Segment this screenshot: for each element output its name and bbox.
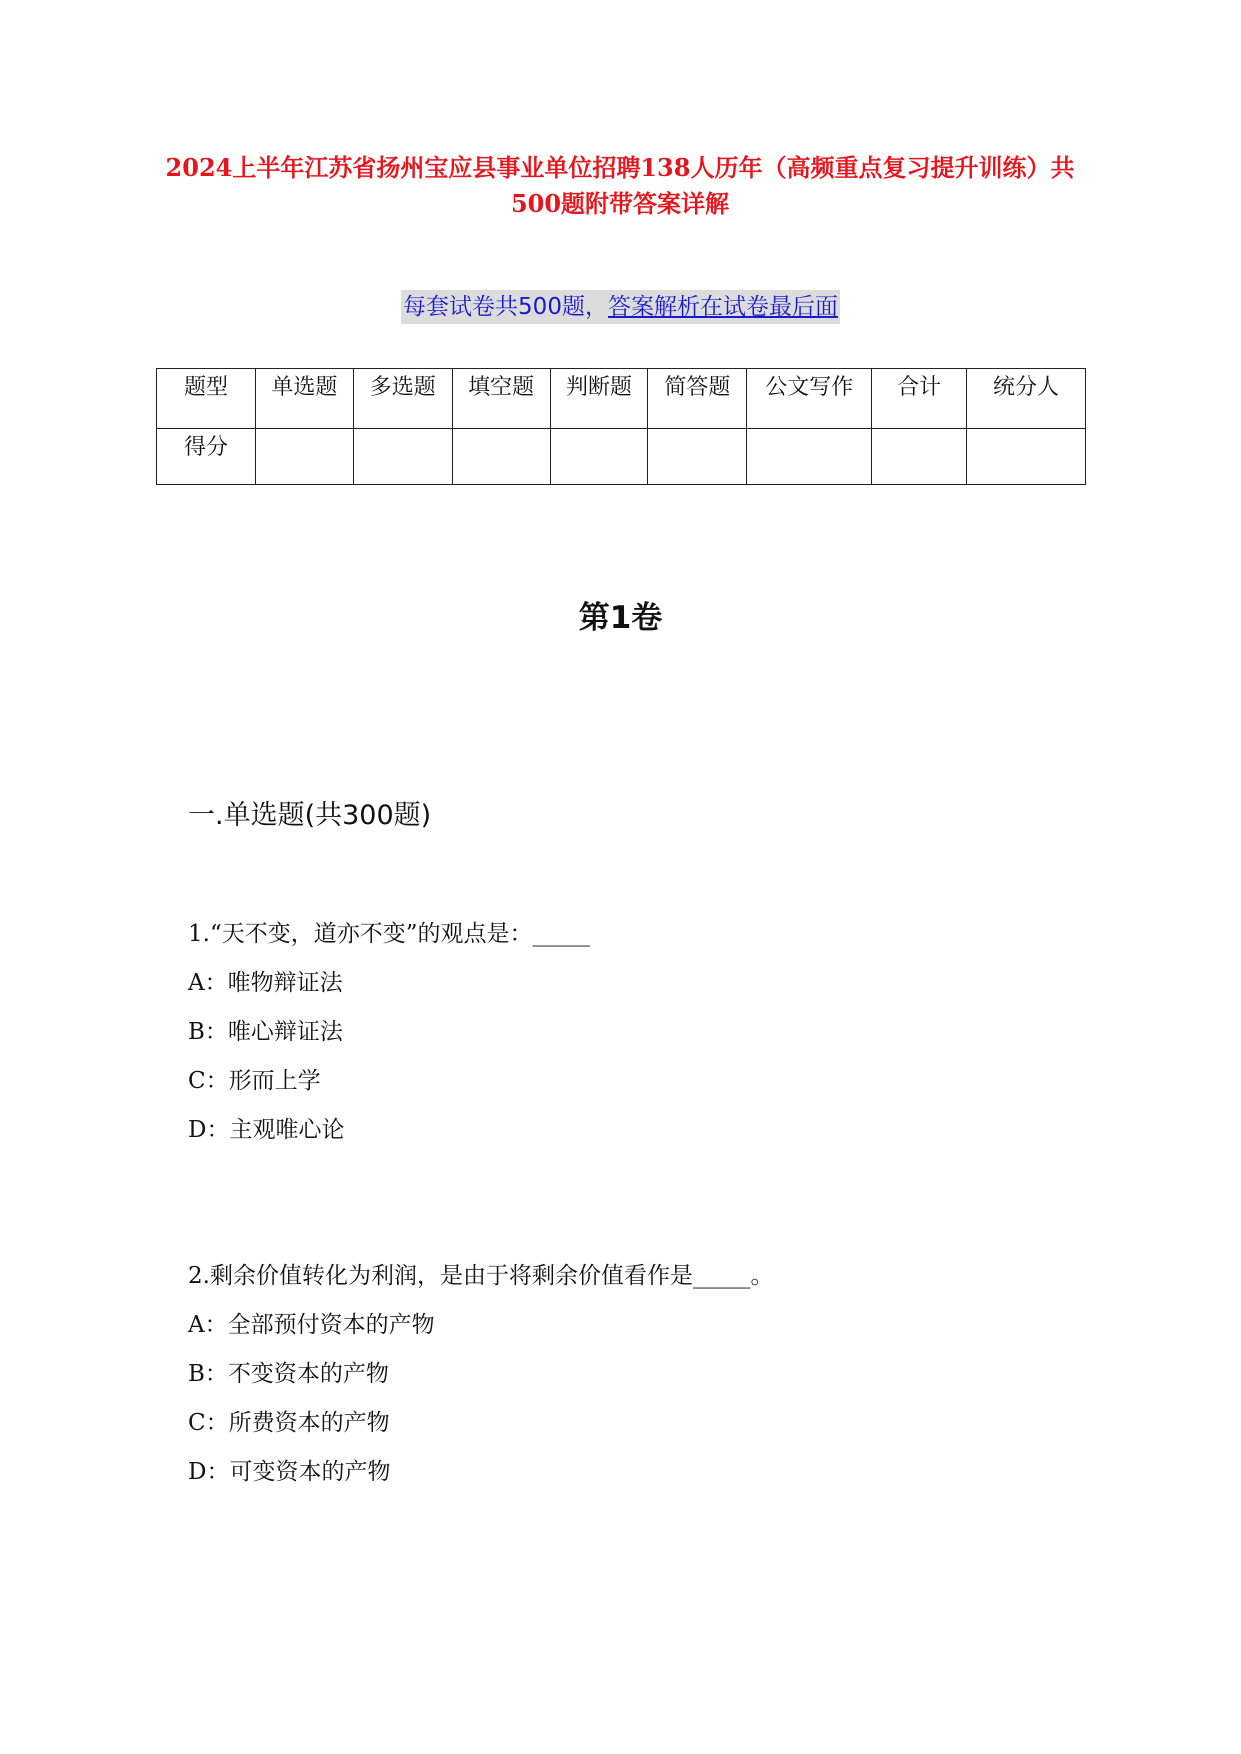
section-title: 一.单选题(共300题): [188, 800, 432, 831]
score-cell-true-false[interactable]: [550, 429, 648, 485]
score-cell-fill-blank[interactable]: [452, 429, 550, 485]
header-cell-single-choice: 单选题: [255, 369, 353, 429]
score-cell-multiple-choice[interactable]: [353, 429, 452, 485]
score-table: [156, 368, 1086, 485]
answer-notice: [401, 290, 840, 324]
option-a[interactable]: A：全部预付资本的产物: [188, 1312, 435, 1338]
question-1: [188, 910, 1088, 1155]
header-cell-multiple-choice: 多选题: [353, 369, 452, 429]
header-cell-true-false: 判断题: [550, 369, 648, 429]
notice-link-text[interactable]: 答案解析在试卷最后面: [607, 294, 838, 320]
question-2: [188, 1252, 1088, 1497]
header-cell-official-writing: 公文写作: [747, 369, 872, 429]
score-cell-official-writing[interactable]: [747, 429, 872, 485]
option-b[interactable]: B：不变资本的产物: [188, 1361, 389, 1387]
score-cell-single-choice[interactable]: [255, 429, 353, 485]
notice-line: [0, 290, 1241, 324]
option-a[interactable]: A：唯物辩证法: [188, 970, 343, 996]
option-c[interactable]: C：所费资本的产物: [188, 1410, 390, 1436]
score-table-score-row: [157, 429, 1086, 485]
score-row-label: 得分: [157, 429, 256, 485]
score-cell-scorer[interactable]: [967, 429, 1086, 485]
document-title: 2024上半年江苏省扬州宝应县事业单位招聘138人历年（高频重点复习提升训练）共500题附带答案详解: [165, 153, 1075, 218]
header-cell-scorer: 统分人: [967, 369, 1086, 429]
score-cell-total[interactable]: [872, 429, 967, 485]
header-cell-total: 合计: [872, 369, 967, 429]
notice-text: 每套试卷共500题，: [403, 294, 608, 320]
score-table-header-row: [157, 369, 1086, 429]
option-c[interactable]: C：形而上学: [188, 1068, 321, 1094]
volume-title: 第1卷: [578, 600, 663, 636]
option-d[interactable]: D：主观唯心论: [188, 1117, 345, 1143]
header-cell-fill-blank: 填空题: [452, 369, 550, 429]
option-d[interactable]: D：可变资本的产物: [188, 1459, 391, 1485]
header-cell-type: 题型: [157, 369, 256, 429]
option-b[interactable]: B：唯心辩证法: [188, 1019, 343, 1045]
question-stem: 2.剩余价值转化为利润，是由于将剩余价值看作是_____。: [188, 1263, 774, 1289]
score-cell-short-answer[interactable]: [648, 429, 747, 485]
question-stem: 1.“天不变，道亦不变”的观点是：_____: [188, 921, 590, 947]
header-cell-short-answer: 简答题: [648, 369, 747, 429]
